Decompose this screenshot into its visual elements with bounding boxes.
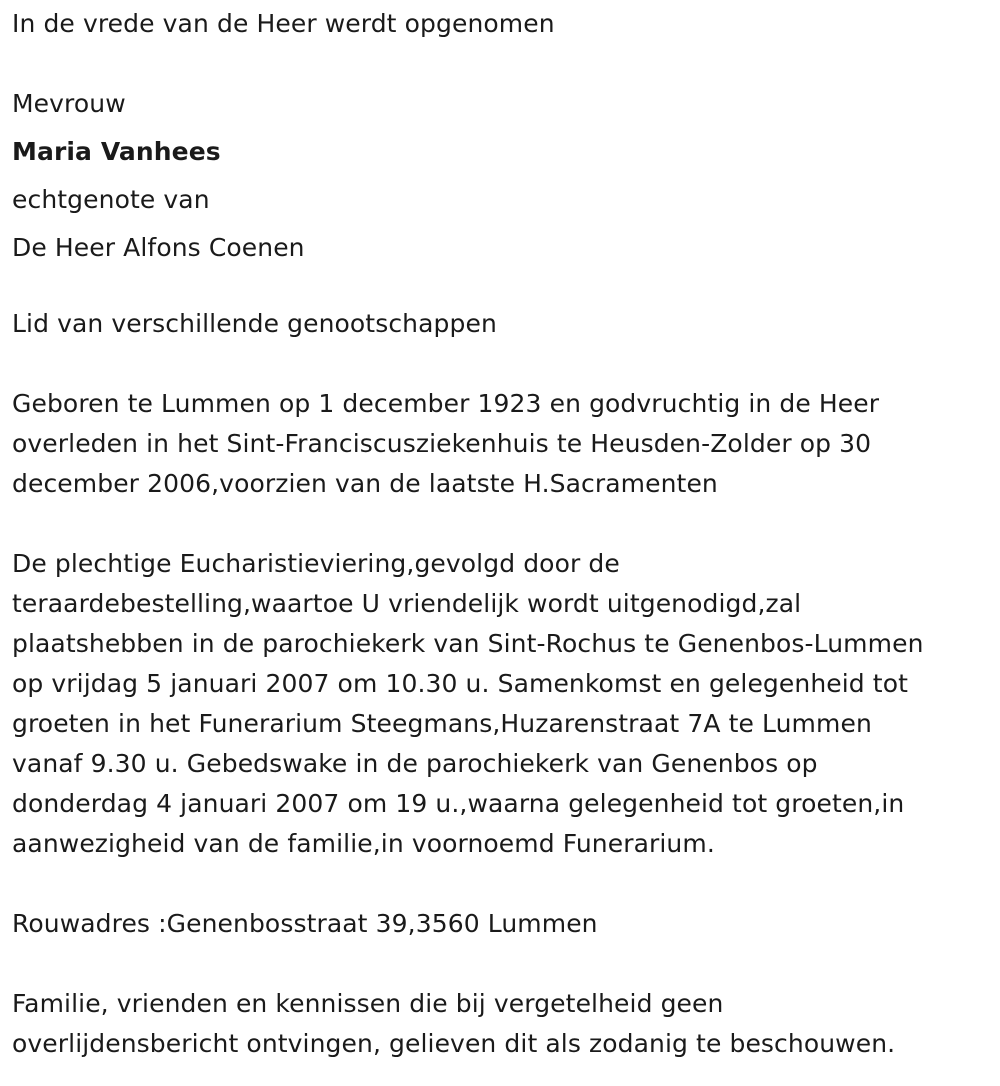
birth-death-line: overleden in het Sint-Franciscusziekenhuis te Heusden-Zolder op 30	[12, 429, 872, 458]
closing-paragraph	[12, 984, 992, 1064]
deceased-name: Maria Vanhees	[12, 137, 221, 166]
title-text: Mevrouw	[12, 89, 126, 118]
name-block	[12, 80, 992, 272]
spouse-name: De Heer Alfons Coenen	[12, 233, 305, 262]
ceremony-line: De plechtige Eucharistieviering,gevolgd door de	[12, 549, 620, 578]
relation-text: echtgenote van	[12, 185, 210, 214]
intro-text: In de vrede van de Heer werdt opgenomen	[12, 9, 555, 38]
ceremony-line: teraardebestelling,waartoe U vriendelijk wordt uitgenodigd,zal	[12, 589, 802, 618]
membership-text: Lid van verschillende genootschappen	[12, 309, 497, 338]
intro-line	[12, 4, 992, 44]
obituary-document	[12, 4, 992, 1064]
ceremony-line: groeten in het Funerarium Steegmans,Huzarenstraat 7A te Lummen	[12, 709, 872, 738]
closing-line: Familie, vrienden en kennissen die bij vergetelheid geen	[12, 989, 724, 1018]
birth-death-line: december 2006,voorzien van de laatste H.Sacramenten	[12, 469, 718, 498]
ceremony-line: op vrijdag 5 januari 2007 om 10.30 u. Samenkomst en gelegenheid tot	[12, 669, 909, 698]
birth-death-paragraph	[12, 384, 992, 504]
ceremony-paragraph	[12, 544, 992, 864]
ceremony-line: donderdag 4 januari 2007 om 19 u.,waarna gelegenheid tot groeten,in	[12, 789, 905, 818]
ceremony-line: plaatshebben in de parochiekerk van Sint-Rochus te Genenbos-Lummen	[12, 629, 924, 658]
closing-line: overlijdensbericht ontvingen, gelieven dit als zodanig te beschouwen.	[12, 1029, 896, 1058]
address-text: Rouwadres :Genenbosstraat 39,3560 Lummen	[12, 909, 598, 938]
birth-death-line: Geboren te Lummen op 1 december 1923 en godvruchtig in de Heer	[12, 389, 880, 418]
membership-paragraph	[12, 304, 992, 344]
ceremony-line: aanwezigheid van de familie,in voornoemd Funerarium.	[12, 829, 715, 858]
ceremony-line: vanaf 9.30 u. Gebedswake in de parochiekerk van Genenbos op	[12, 749, 818, 778]
address-paragraph	[12, 904, 992, 944]
